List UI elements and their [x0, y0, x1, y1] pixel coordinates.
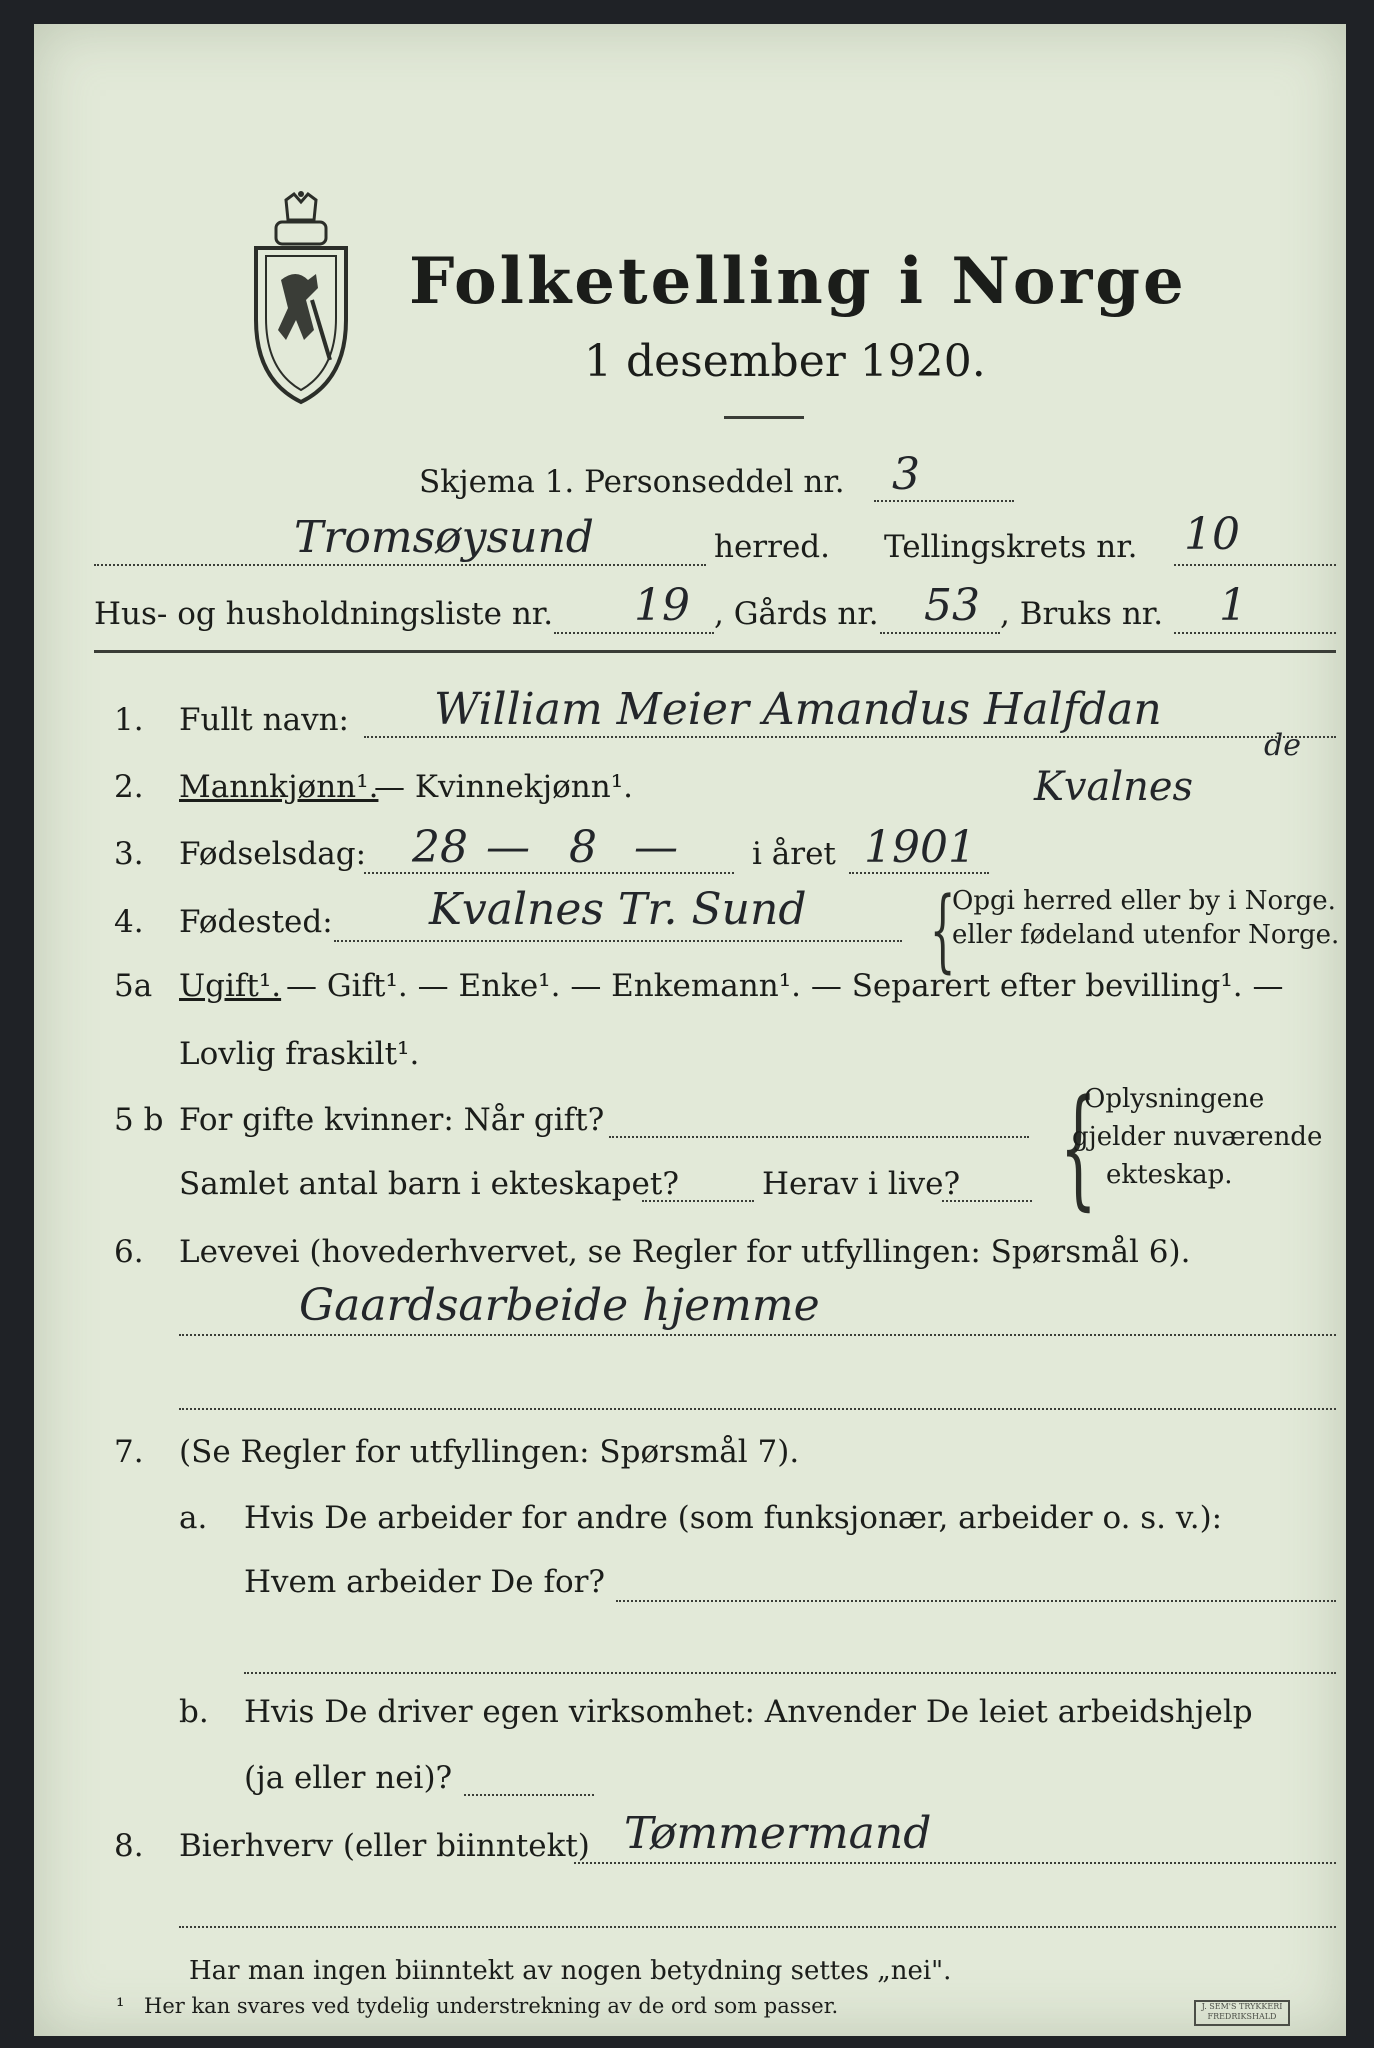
q1-number: 1. [114, 702, 144, 738]
q8-line-2 [179, 1926, 1336, 1928]
gards-value[interactable]: 53 [924, 580, 980, 631]
q1-name-cont: de [1264, 728, 1301, 763]
q8-number: 8. [114, 1828, 144, 1864]
schema-label: Skjema 1. Personseddel nr. [419, 464, 845, 500]
gards-label: , Gårds nr. [714, 596, 879, 632]
q4-brace: { [929, 878, 956, 983]
q7a-line2: Hvem arbeider De for? [244, 1564, 606, 1600]
q5a-number: 5a [114, 968, 153, 1004]
q5b-label-2: Samlet antal barn i ekteskapet? [179, 1166, 679, 1202]
q1-name-value[interactable]: William Meier Amandus Halfdan [434, 684, 1162, 735]
schema-nr-value[interactable]: 3 [892, 449, 920, 500]
q6-label: Levevei (hovederhvervet, se Regler for utfyllingen: Spørsmål 6). [179, 1234, 1191, 1270]
q6-number: 6. [114, 1234, 144, 1270]
q3-dash1: — [486, 822, 530, 873]
tellingskrets-value[interactable]: 10 [1184, 509, 1240, 560]
q8-label: Bierhverv (eller biinntekt) [179, 1828, 590, 1864]
q2-number: 2. [114, 769, 144, 805]
q3-number: 3. [114, 836, 144, 872]
stamp-line-2: FREDRIKSHALD [1207, 2012, 1277, 2021]
q5a-line2[interactable]: Lovlig fraskilt¹. [179, 1036, 420, 1072]
q6-line-1 [179, 1334, 1336, 1336]
q7b-line2: (ja eller nei)? [244, 1760, 453, 1796]
footnote-mark: ¹ [116, 1994, 125, 2018]
q3-dash2: — [634, 822, 678, 873]
form-date: 1 desember 1920. [584, 336, 986, 387]
q4-line [334, 940, 902, 942]
q7b-letter: b. [179, 1694, 209, 1730]
q4-label: Fødested: [179, 904, 333, 940]
q5a-ugift-option[interactable]: Ugift¹. [179, 968, 282, 1004]
q4-number: 4. [114, 904, 144, 940]
printer-stamp [1194, 2000, 1290, 2026]
q4-note-1: Opgi herred eller by i Norge. [952, 886, 1336, 916]
herred-value[interactable]: Tromsøysund [294, 512, 594, 563]
tellingskrets-label: Tellingskrets nr. [884, 529, 1138, 565]
q4-value[interactable]: Kvalnes Tr. Sund [429, 884, 807, 935]
q3-day[interactable]: 28 [412, 822, 468, 873]
bruks-label: , Bruks nr. [1000, 596, 1164, 632]
q5a-other-options[interactable]: — Gift¹. — Enke¹. — Enkemann¹. — Separert efter bevilling¹. — [286, 968, 1284, 1004]
q7b-line1: Hvis De driver egen virksomhet: Anvender De leiet arbeidshjelp [244, 1694, 1253, 1730]
herred-label: herred. [714, 529, 830, 565]
q2-male-option[interactable]: Mannkjønn¹. [179, 769, 379, 805]
q8-value[interactable]: Tømmermand [624, 1808, 932, 1859]
q7a-line1: Hvis De arbeider for andre (som funksjonær, arbeider o. s. v.): [244, 1500, 1223, 1536]
q7-number: 7. [114, 1434, 144, 1470]
q3-year-label: i året [752, 836, 836, 872]
q7a-answer-line [616, 1600, 1336, 1602]
coat-of-arms-icon [246, 190, 356, 410]
nei-instruction: Har man ingen biinntekt av nogen betydning settes „nei". [189, 1956, 952, 1986]
q3-year-line [849, 872, 989, 874]
tellingskrets-line [1174, 564, 1336, 566]
herred-line [94, 564, 706, 566]
q5b-number: 5 b [114, 1102, 164, 1138]
q3-month[interactable]: 8 [569, 822, 597, 873]
census-form [34, 24, 1346, 2036]
q4-note-2: eller fødeland utenfor Norge. [952, 920, 1340, 950]
q5b-note-1: Oplysningene [1084, 1084, 1265, 1114]
q3-date-line [364, 872, 734, 874]
gards-line [880, 632, 1000, 634]
bruks-value[interactable]: 1 [1219, 580, 1247, 631]
q5b-alive-line [942, 1200, 1032, 1202]
footnote-text: Her kan svares ved tydelig understrekning av de ord som passer. [144, 1994, 839, 2018]
q5b-note-3: ekteskap. [1106, 1160, 1233, 1190]
q5b-label-3: Herav i live? [762, 1166, 961, 1202]
bruks-line [1174, 632, 1336, 634]
hus-label: Hus- og husholdningsliste nr. [94, 596, 554, 632]
q5b-brace: { [1059, 1071, 1097, 1223]
q5b-married-line [609, 1136, 1029, 1138]
q1-line [364, 736, 1336, 738]
stamp-line-1: J. SEM'S TRYKKERI [1201, 2002, 1283, 2011]
header-divider [94, 650, 1336, 653]
q7b-answer-line [464, 1794, 594, 1796]
q5b-label-1: For gifte kvinner: Når gift? [179, 1102, 605, 1138]
q6-line-2 [179, 1408, 1336, 1410]
q7a-answer-line-2 [244, 1672, 1336, 1674]
q8-line [574, 1862, 1336, 1864]
q3-label: Fødselsdag: [179, 836, 367, 872]
q5b-children-line [642, 1200, 754, 1202]
title-divider [724, 416, 804, 419]
hus-line [554, 632, 714, 634]
q1-label: Fullt navn: [179, 702, 349, 738]
q5b-note-2: gjelder nuværende [1072, 1122, 1323, 1152]
q3-year[interactable]: 1901 [864, 822, 976, 873]
q7-label: (Se Regler for utfyllingen: Spørsmål 7). [179, 1434, 800, 1470]
hus-value[interactable]: 19 [634, 580, 690, 631]
form-title: Folketelling i Norge [409, 244, 1187, 319]
q2-female-option[interactable]: — Kvinnekjønn¹. [374, 769, 633, 805]
schema-nr-line [874, 500, 1014, 502]
q6-value[interactable]: Gaardsarbeide hjemme [299, 1280, 820, 1331]
q1-name-line2: Kvalnes [1034, 764, 1194, 810]
q7a-letter: a. [179, 1500, 208, 1536]
